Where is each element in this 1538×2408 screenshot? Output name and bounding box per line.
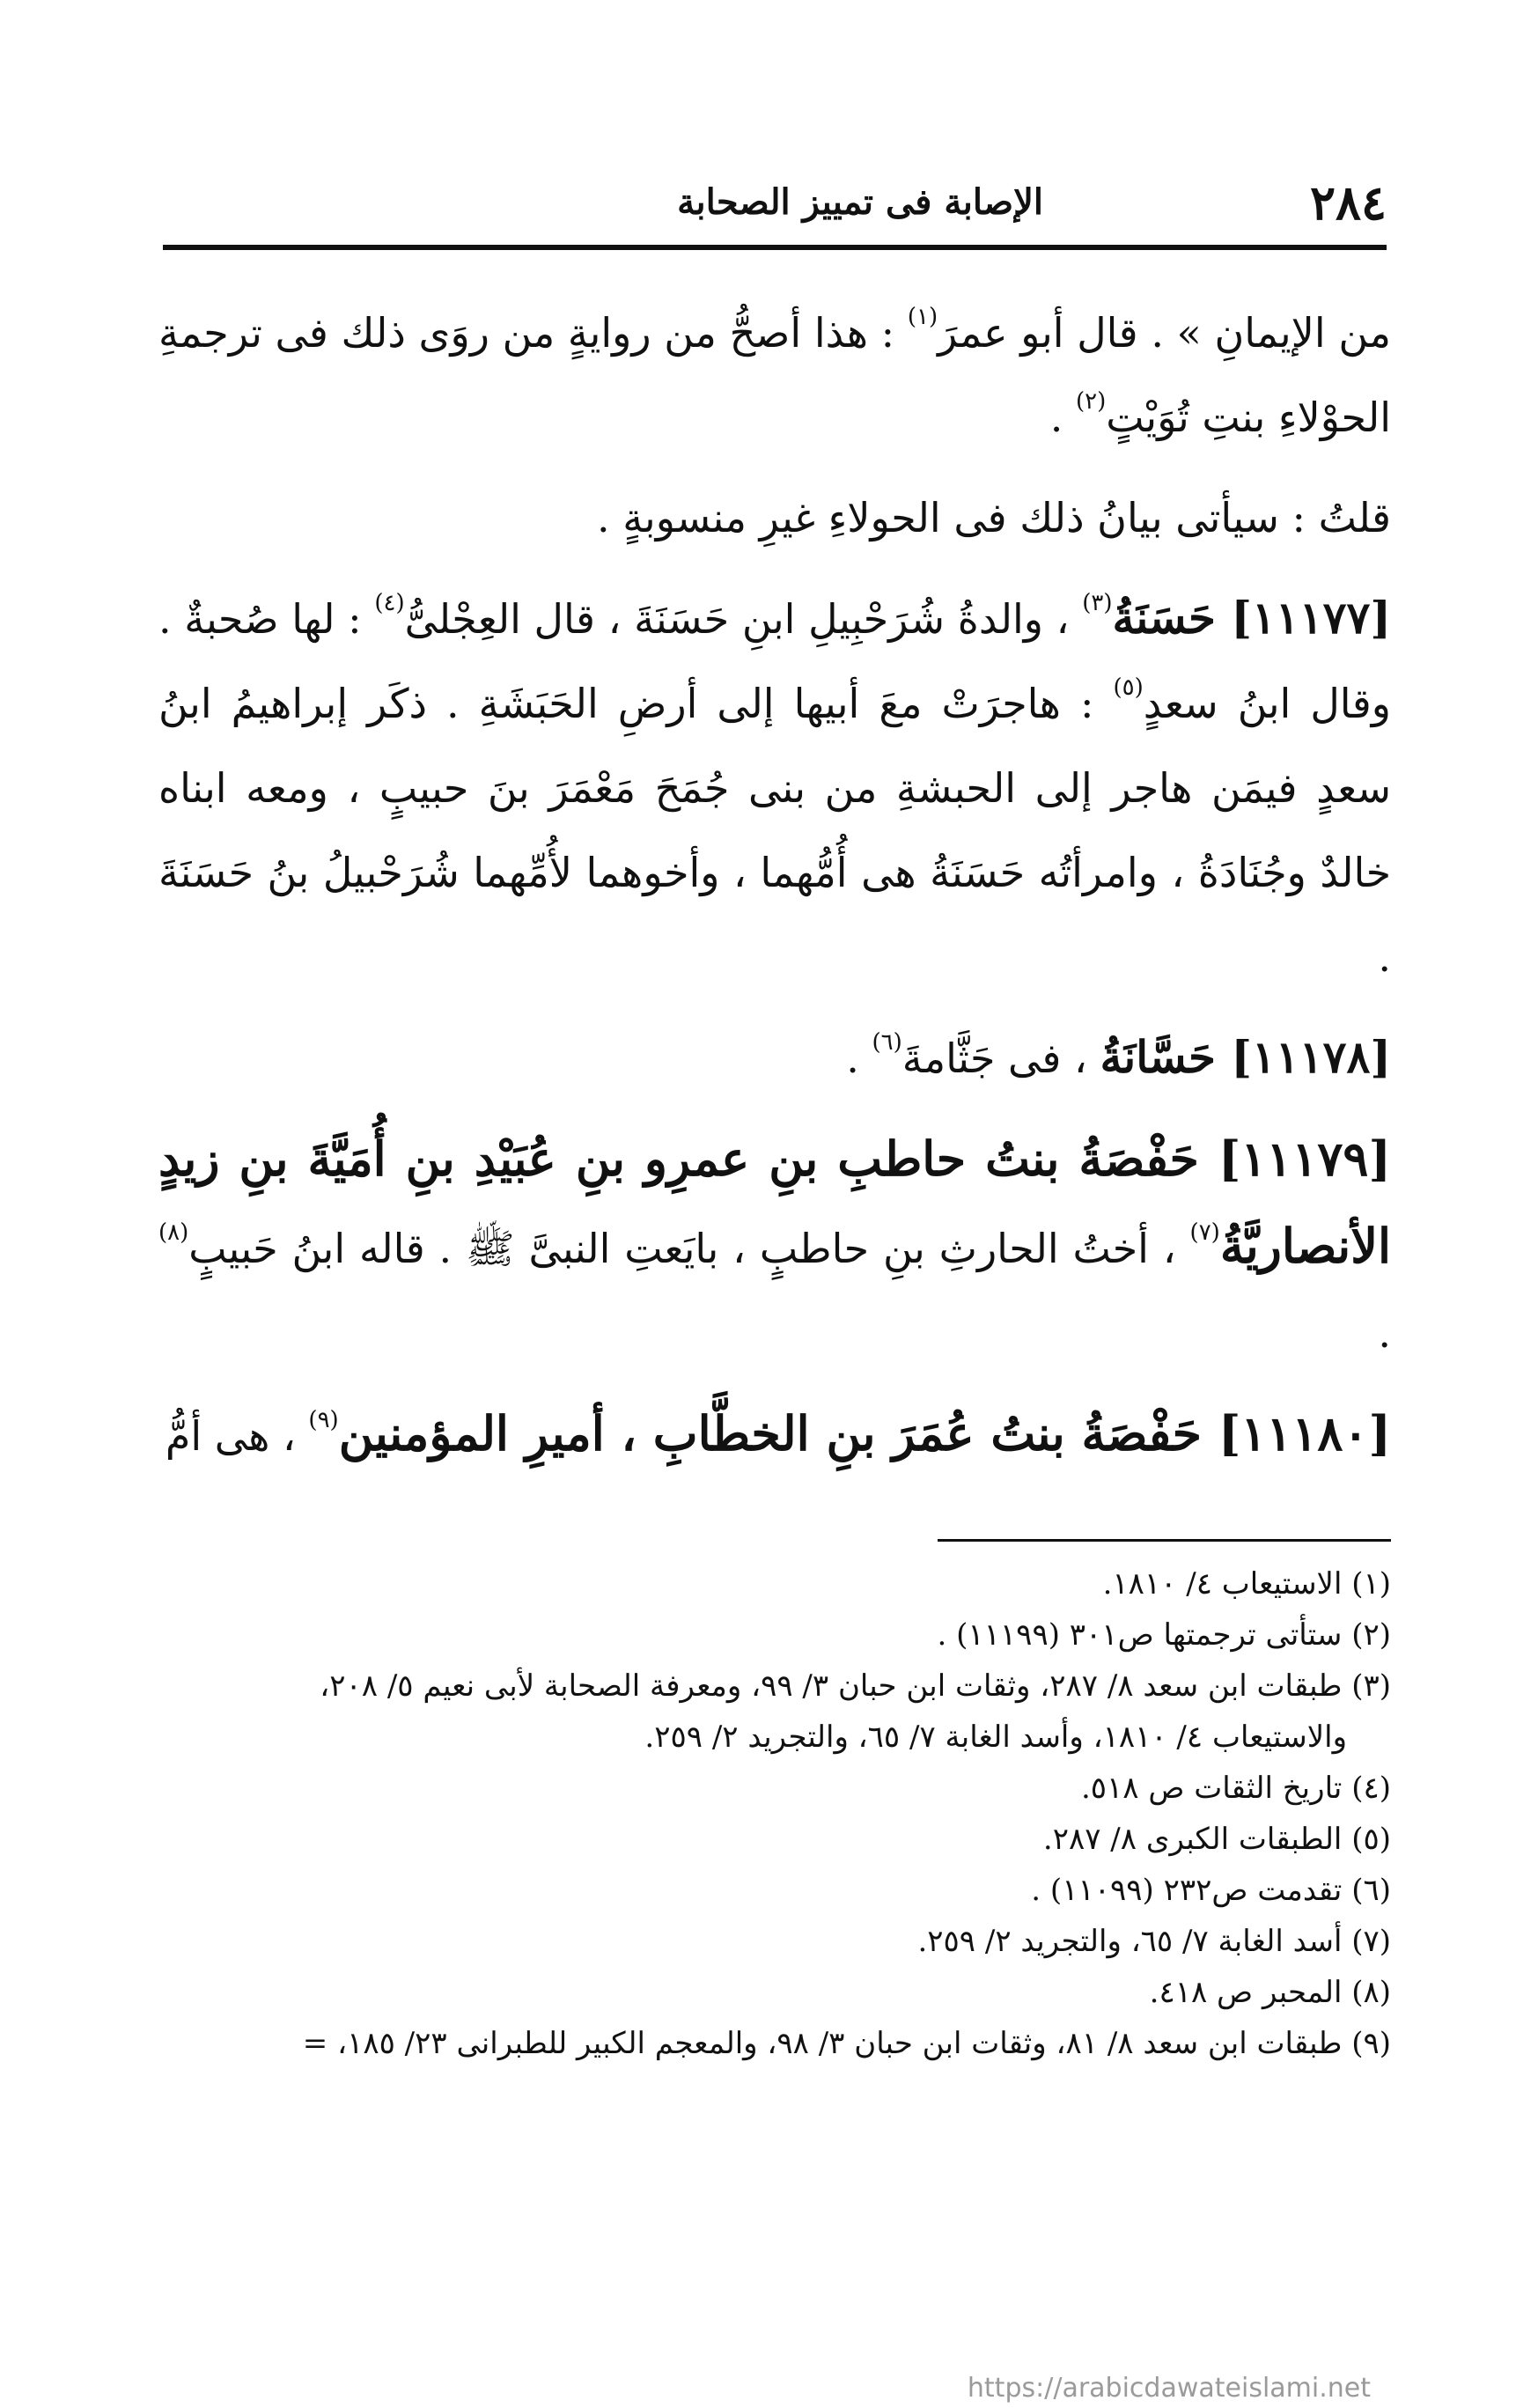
page-header bbox=[163, 172, 1387, 233]
watermark-url: https://arabicdawateislami.net bbox=[967, 2373, 1371, 2404]
text-run: . bbox=[1378, 1309, 1391, 1357]
footnote-ref: (٩) bbox=[308, 1407, 339, 1433]
footnote-ref: (١) bbox=[907, 304, 938, 330]
footnote-ref: (٨) bbox=[158, 1219, 189, 1246]
text-run: : لها صُحبةٌ . وقال ابنُ سعدٍ bbox=[158, 595, 1391, 727]
footnotes bbox=[158, 1558, 1391, 2069]
entry-number: [١١١٧٨] bbox=[1231, 1031, 1391, 1083]
footnote-5: (٥) الطبقات الكبرى ٨/ ٢٨٧. bbox=[1042, 1822, 1391, 1857]
footnote-3-continuation: والاستيعاب ٤/ ١٨١٠، وأسد الغابة ٧/ ٦٥، والتجريد ٢/ ٢٥٩. bbox=[644, 1719, 1347, 1755]
text-run: . bbox=[1049, 394, 1076, 441]
text-run: . bbox=[846, 1035, 872, 1082]
text-run: ، والدةُ شُرَحْبِيلِ ابنِ حَسَنَةَ ، قال العِجْلىُّ bbox=[404, 595, 1083, 643]
running-title: الإصابة فى تمييز الصحابة bbox=[677, 181, 1043, 223]
entry-11180 bbox=[158, 1391, 1391, 1478]
paragraph-2: قلتُ : سيأتى بيانُ ذلك فى الحولاءِ غيرِ منسوبةٍ . bbox=[597, 494, 1391, 541]
footnote-7: (٧) أسد الغابة ٧/ ٦٥، والتجريد ٢/ ٢٥٩. bbox=[917, 1924, 1391, 1959]
entry-name: حَفْصَةُ بنتُ عُمَرَ بنِ الخطَّابِ ، أميرِ المؤمنين bbox=[338, 1405, 1218, 1462]
entry-number: [١١١٧٧] bbox=[1231, 592, 1391, 644]
entry-number: [١١١٧٩] bbox=[1218, 1130, 1391, 1187]
footnote-rule bbox=[938, 1539, 1391, 1542]
footnote-ref: (٧) bbox=[1189, 1219, 1220, 1246]
text-run: : هاجرَتْ معَ أبيها إلى أرضِ الحَبَشَةِ . ذكَر إبراهيمُ ابنُ سعدٍ فيمَن هاجر إلى الحبشةِ من بنى جُمَحَ مَعْمَرَ بنَ حبيبٍ ، ومعه ابناه خالدٌ وجُنَادَةُ ، وامرأتُه حَسَنَةُ هى أُمُّهما ، وأخوهما لأُمِّهما شُرَحْبيلُ بنُ حَسَنَةَ . bbox=[158, 680, 1391, 981]
paragraph-1 bbox=[158, 291, 1391, 460]
footnote-ref: (٥) bbox=[1113, 674, 1144, 701]
footnote-ref: (٤) bbox=[374, 590, 405, 616]
footnote-3: (٣) طبقات ابن سعد ٨/ ٢٨٧، وثقات ابن حبان ٣/ ٩٩، ومعرفة الصحابة لأبى نعيم ٥/ ٢٠٨، bbox=[320, 1668, 1391, 1704]
entry-name: حَسَّانَةُ bbox=[1100, 1031, 1232, 1083]
entry-11178 bbox=[158, 1015, 1391, 1101]
footnote-ref: (٢) bbox=[1075, 388, 1107, 415]
footnote-ref: (٦) bbox=[872, 1029, 902, 1056]
footnote-2: (٢) ستأتى ترجمتها ص٣٠١ (١١١٩٩) . bbox=[937, 1617, 1391, 1653]
entry-11179 bbox=[158, 1116, 1391, 1375]
main-text bbox=[158, 291, 1391, 1478]
entry-name: حَسَنَةُ bbox=[1112, 592, 1232, 644]
footnote-6: (٦) تقدمت ص٢٣٢ (١١٠٩٩) . bbox=[1031, 1873, 1391, 1908]
text-run: : هذا أصحُّ من روايةٍ من روَى ذلك فى ترجمةِ الحوْلاءِ بنتِ تُوَيْتٍ bbox=[158, 309, 1391, 441]
text-run: من الإيمانِ » . قال أبو عمرَ bbox=[938, 309, 1391, 357]
entry-11177 bbox=[158, 576, 1391, 999]
text-run: ، فى جَثَّامةَ bbox=[901, 1035, 1100, 1082]
footnote-4: (٤) تاريخ الثقات ص ٥١٨. bbox=[1080, 1771, 1391, 1806]
footnote-8: (٨) المحبر ص ٤١٨. bbox=[1149, 1975, 1391, 2010]
text-run: ، أختُ الحارثِ بنِ حاطبٍ ، بايَعتِ النبىَّ ﷺ . قاله ابنُ حَبيبٍ bbox=[188, 1225, 1190, 1272]
footnote-9: (٩) طبقات ابن سعد ٨/ ٨١، وثقات ابن حبان ٣/ ٩٨، والمعجم الكبير للطبرانى ٢٣/ ١٨٥، = bbox=[302, 2026, 1391, 2061]
text-run: ، هى أمُّ bbox=[165, 1412, 309, 1460]
footnote-ref: (٣) bbox=[1082, 590, 1113, 616]
page-number: ٢٨٤ bbox=[1309, 174, 1387, 231]
entry-name: حَفْصَةُ بنتُ حاطبِ بنِ عمرِو بنِ عُبَيْدِ بنِ أُمَيَّةَ بنِ زيدٍ الأنصاريَّةُ bbox=[158, 1130, 1391, 1274]
footnote-1: (١) الاستيعاب ٤/ ١٨١٠. bbox=[1102, 1566, 1391, 1602]
header-rule bbox=[163, 245, 1387, 250]
entry-number: [١١١٨٠] bbox=[1218, 1405, 1391, 1462]
